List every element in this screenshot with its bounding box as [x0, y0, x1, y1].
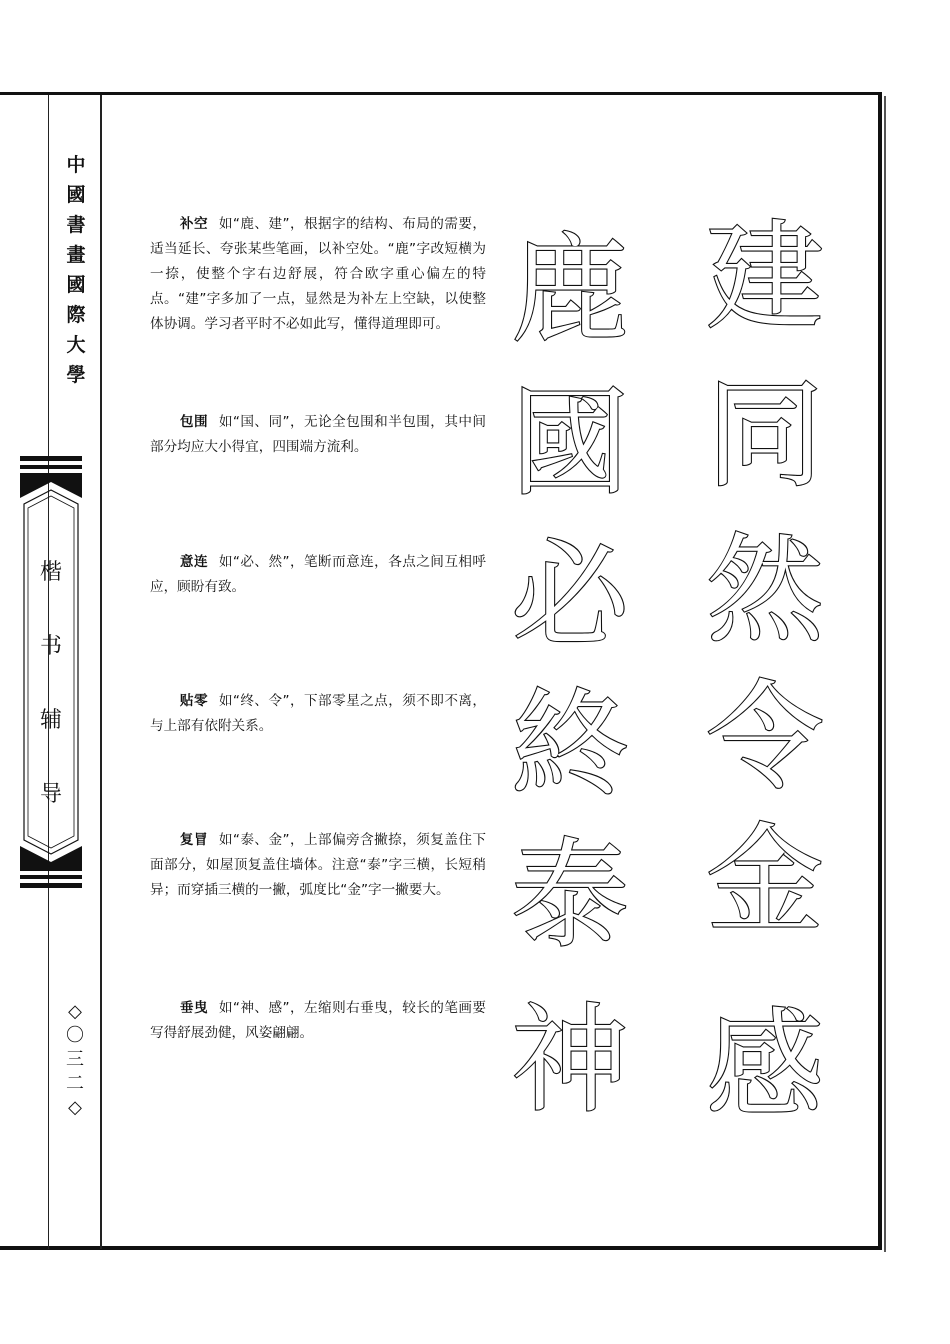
- school-title-char: 國: [66, 274, 86, 296]
- calligraphy-char-ling: 令: [705, 668, 824, 806]
- calligraphy-char-bi: 必: [510, 526, 629, 664]
- page-number: [58, 1000, 92, 1120]
- paragraph-chuiye: [150, 996, 486, 1046]
- page-number-diamond-icon: ◇: [68, 1001, 82, 1022]
- paragraph-term: 补空: [179, 216, 208, 232]
- paragraph-text: 如“神、感”，左缩则右垂曳，较长的笔画要写得舒展劲健，风姿翩翩。: [150, 1000, 486, 1041]
- school-title-char: 國: [66, 184, 86, 206]
- calligraphy-char-gan: 感: [705, 996, 824, 1134]
- paragraph-fumao: [150, 828, 486, 903]
- calligraphy-char-jian: 建: [705, 208, 824, 346]
- calligraphy-char-ran: 然: [705, 521, 824, 659]
- chapter-badge: [20, 456, 82, 888]
- paragraph-term: 意连: [179, 554, 208, 570]
- chapter-title-char: 楷: [39, 560, 62, 585]
- calligraphy-char-zhong: 終: [510, 676, 629, 814]
- paragraph-term: 复冒: [179, 832, 208, 848]
- school-title-char: 畫: [66, 244, 86, 266]
- paragraph-tieling: [150, 689, 486, 739]
- school-title-char: 大: [66, 334, 86, 356]
- chapter-title-char: 书: [39, 634, 62, 659]
- chapter-title: [20, 536, 82, 832]
- side-strip-line-inner: [100, 95, 102, 1249]
- calligraphy-char-tai: 泰: [510, 826, 629, 964]
- page-number-char: 三: [66, 1049, 84, 1070]
- paragraph-term: 垂曳: [179, 1000, 208, 1016]
- calligraphy-char-tong: 同: [705, 366, 824, 504]
- page-number-char: 〇: [66, 1025, 84, 1046]
- school-title-char: 際: [66, 304, 86, 326]
- page-number-char: 二: [66, 1073, 84, 1094]
- calligraphy-char-shen: 神: [510, 991, 629, 1129]
- paragraph-text: 如“终、令”，下部零星之点，须不即不离，与上部有依附关系。: [150, 693, 486, 734]
- paragraph-baowei: [150, 410, 486, 460]
- calligraphy-char-jin: 金: [705, 811, 824, 949]
- chapter-title-char: 导: [39, 782, 62, 807]
- paragraph-term: 包围: [179, 414, 208, 430]
- paragraph-term: 贴零: [179, 693, 208, 709]
- paragraph-text: 如“国、同”，无论全包围和半包围，其中间部分均应大小得宜，四围端方流利。: [150, 414, 486, 455]
- school-title-char: 學: [66, 364, 86, 386]
- page-number-diamond-icon: ◇: [68, 1097, 82, 1118]
- paragraph-yilian: [150, 550, 486, 600]
- paragraph-bukong: [150, 212, 486, 337]
- paragraph-text: 如“泰、金”，上部偏旁含撇捺，须复盖住下面部分，如屋顶复盖住墙体。注意“泰”字三横，长短稍异；而穿插三横的一撇，弧度比“金”字一撇要大。: [150, 832, 486, 898]
- page-frame-shadow: [884, 96, 886, 1252]
- chapter-title-char: 辅: [39, 708, 62, 733]
- paragraph-text: 如“必、然”，笔断而意连，各点之间互相呼应，顾盼有致。: [150, 554, 486, 595]
- calligraphy-char-lu: 鹿: [510, 221, 629, 359]
- paragraph-text: 如“鹿、建”，根据字的结构、布局的需要，适当延长、夸张某些笔画，以补空处。“鹿”字改短横为一捺，使整个字右边舒展，符合欧字重心偏左的特点。“建”字多加了一点，显然是为补左上空缺，以使整体协调。学习者平时不必如此写，懂得道理即可。: [150, 216, 486, 332]
- school-title: [60, 150, 92, 390]
- calligraphy-char-guo: 國: [510, 374, 629, 512]
- school-title-char: 中: [66, 154, 86, 176]
- school-title-char: 書: [66, 214, 86, 236]
